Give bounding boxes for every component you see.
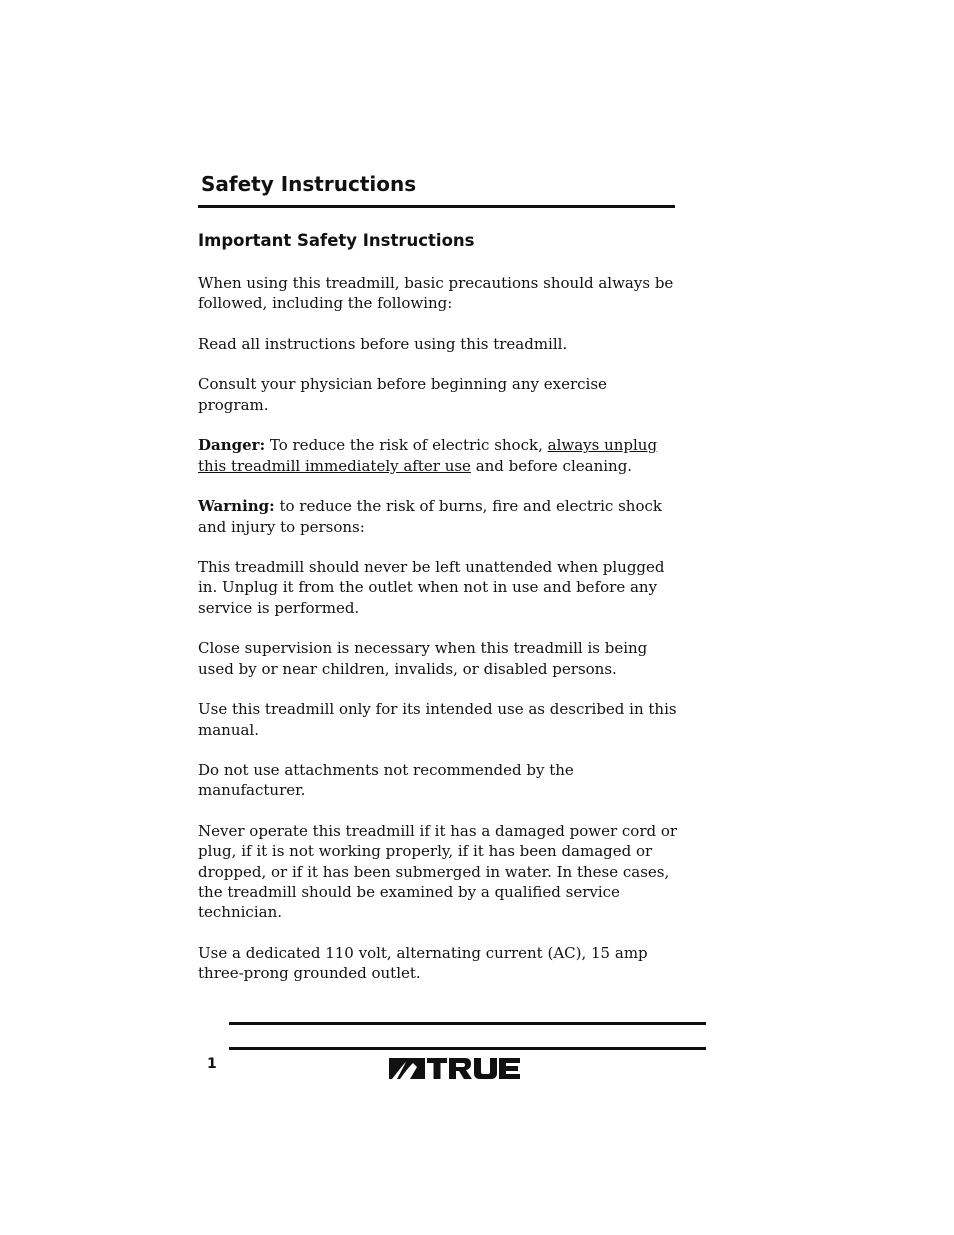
read-instructions-paragraph: Read all instructions before using this treadmill. [198,334,568,353]
unattended-paragraph: This treadmill should never be left unattended when plugged in. Unplug it from the outlet when not in use and before any service is performed. [198,558,665,617]
page-title: Safety Instructions [201,172,417,196]
intended-use-paragraph: Use this treadmill only for its intended use as described in this manual. [198,700,677,739]
outlet-paragraph: Use a dedicated 110 volt, alternating current (AC), 15 amp three-prong grounded outlet. [198,943,648,983]
danger-paragraph [198,435,678,476]
danger-text-after: and before cleaning. [470,456,633,475]
danger-text-before: To reduce the risk of electric shock, [265,436,548,455]
warning-paragraph [198,496,678,537]
footer-top-rule [229,1022,706,1025]
supervision-paragraph: Close supervision is necessary when this treadmill is being used by or near children, invalids, or disabled persons. [198,639,648,678]
instructions-body [198,273,678,1004]
true-logo [389,1058,535,1080]
section-heading: Important Safety Instructions [198,231,475,250]
title-divider [198,205,675,208]
page-number: 1 [207,1056,217,1072]
attachments-paragraph: Do not use attachments not recommended by the manufacturer. [198,761,574,800]
footer-bottom-rule [229,1047,706,1050]
warning-text: to reduce the risk of burns, fire and electric shock and injury to persons: [198,497,662,536]
danger-label: Danger: [198,436,266,455]
intro-paragraph: When using this treadmill, basic precautions should always be followed, including the following: [198,274,674,313]
damaged-cord-paragraph: Never operate this treadmill if it has a damaged power cord or plug, if it is not working properly, if it has been damaged or dropped, or if it has been submerged in water. In these cases, the treadmill should be examined by a qualified service technician. [198,822,678,922]
danger-underlined-text: always unplug this treadmill immediately after use [198,436,658,475]
consult-physician-paragraph: Consult your physician before beginning any exercise program. [198,375,607,414]
warning-label: Warning: [198,497,275,516]
